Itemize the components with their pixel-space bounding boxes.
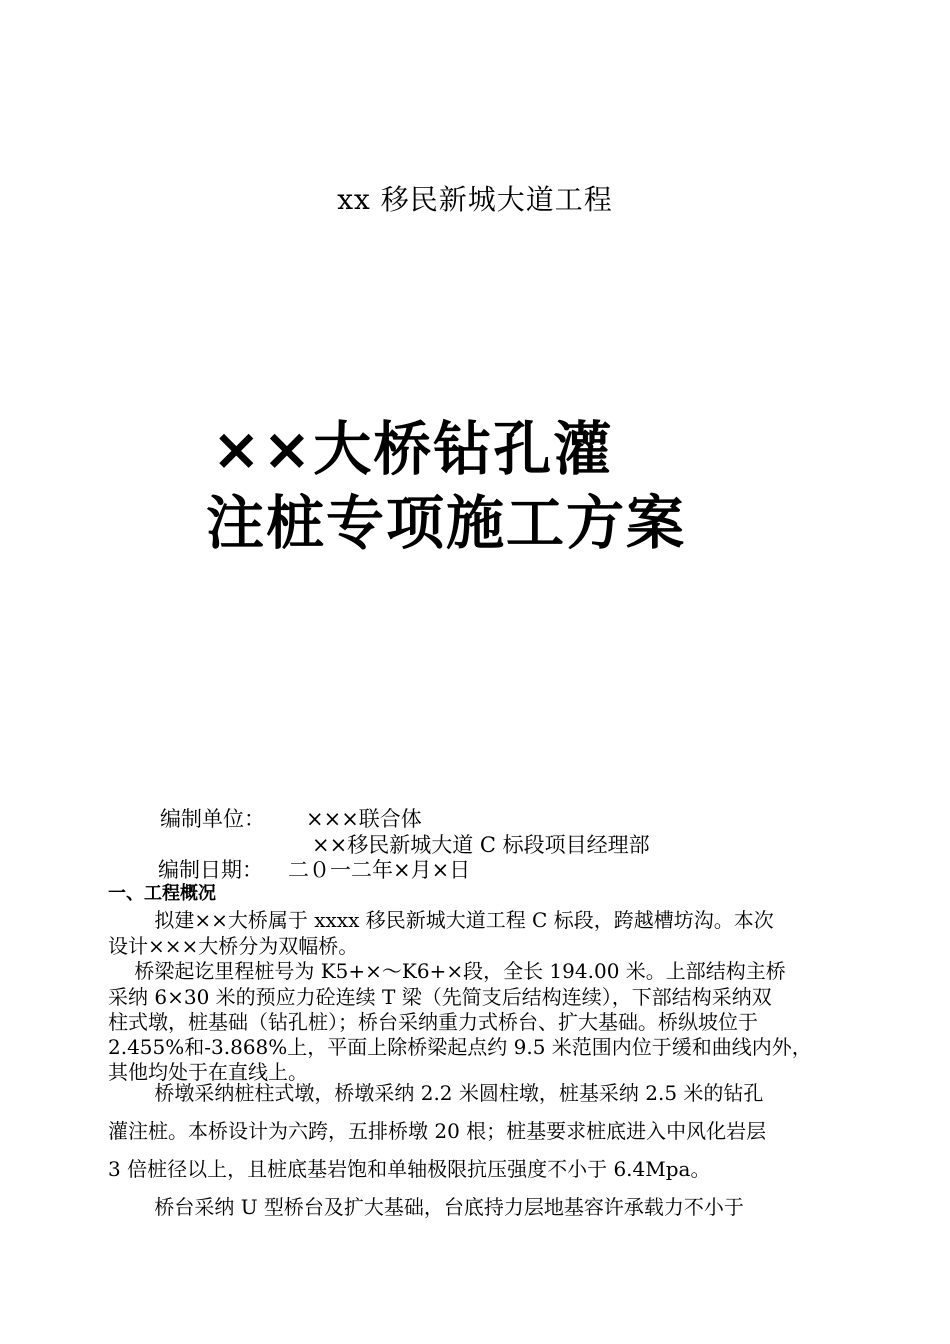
paragraph-line: 灌注桩。本桥设计为六跨，五排桥墩 20 根；桩基要求桩底进入中风化岩层 [108,1119,767,1143]
paragraph-line: 其他均处于在直线上。 [108,1060,308,1084]
main-title-line-2: 注桩专项施工方案 [206,489,687,557]
compile-unit-line-1: ×××联合体 [306,807,422,831]
compile-unit-line-2: ××移民新城大道 C 标段项目经理部 [312,833,650,857]
paragraph-line: 柱式墩，桩基础（钻孔桩）；桥台采纳重力式桥台、扩大基础。桥纵坡位于 [108,1010,758,1034]
paragraph-line: 桥台采纳 U 型桥台及扩大基础，台底持力层地基容许承载力不小于 [108,1195,744,1219]
paragraph-line: 3 倍桩径以上，且桩底基岩饱和单轴极限抗压强度不小于 6.4Mpa。 [108,1157,711,1181]
project-title: xx 移民新城大道工程 [337,183,613,216]
main-title-line-1: ××大桥钻孔灌 [212,415,614,483]
compile-date-label: 编制日期： [158,858,263,882]
section-heading: 一、工程概况 [108,883,216,904]
paragraph-line: 设计×××大桥分为双幅桥。 [108,934,359,958]
compile-date-value: 二０一二年×月×日 [288,858,471,882]
paragraph-line: 桥墩采纳桩柱式墩，桥墩采纳 2.2 米圆柱墩，桩基采纳 2.5 米的钻孔 [108,1081,764,1105]
paragraph-line: 2.455%和-3.868%上，平面上除桥梁起点约 9.5 米范围内位于缓和曲线内外， [108,1035,812,1059]
paragraph-line: 桥梁起讫里程桩号为 K5+×～K6+×段，全长 194.00 米。上部结构主桥 [108,959,786,983]
paragraph-line: 拟建××大桥属于 xxxx 移民新城大道工程 C 标段，跨越槽坊沟。本次 [108,908,774,932]
paragraph-line: 采纳 6×30 米的预应力砼连续 T 梁（先简支后结构连续），下部结构采纳双 [108,985,772,1009]
compile-unit-label: 编制单位： [160,807,265,831]
